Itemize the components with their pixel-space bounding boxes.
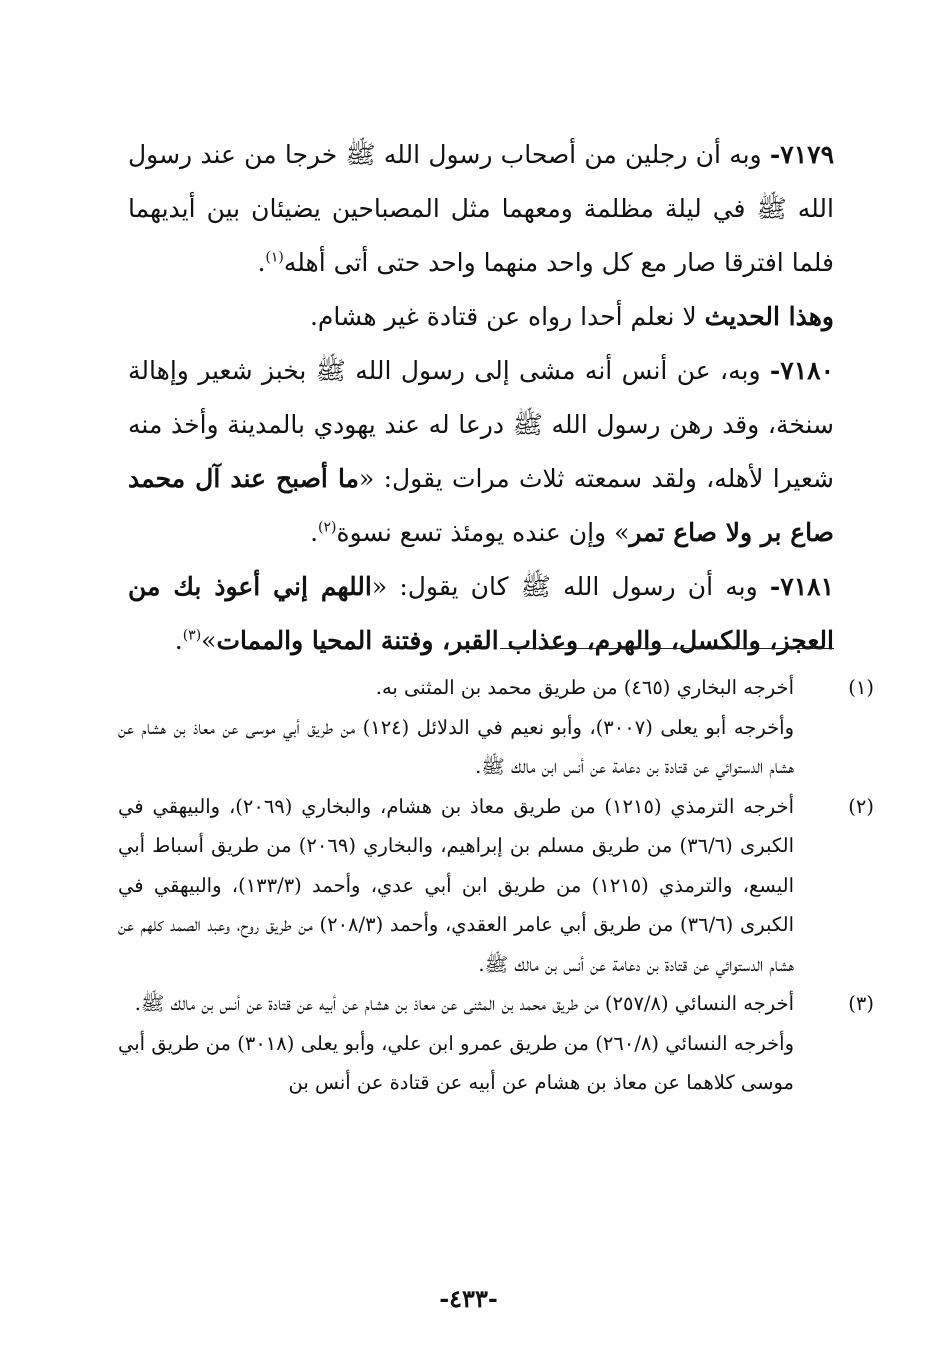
footnote-key: (٣) xyxy=(848,992,874,1015)
footnote-ref-1[interactable]: (١) xyxy=(265,249,284,266)
footnote-3 xyxy=(118,984,874,1024)
hadith-after-quote: » وإن عنده يومئذ تسع نسوة xyxy=(336,518,630,547)
hadith-quote: اللهم إني أعوذ بك من العجز، والكسل، والهرم، وعذاب القبر، وفتنة المحيا والممات xyxy=(128,572,834,655)
footnote-text: وأخرجه أبو يعلى (٣٠٠٧)، وأبو نعيم في الدلائل (١٢٤) من طريق أبي موسى عن معاذ بن هشام عن هشام الدستوائي عن قتادة بن دعامة عن أنس ابن مالك ﷺ. xyxy=(118,715,794,778)
hadith-text: وبه أن رجلين من أصحاب رسول الله ﷺ خرجا من عند رسول الله ﷺ في ليلة مظلمة ومعهما مثل المصباحين يضيئان بين أيديهما فلما افترقا صار مع كل واحد منهما واحد حتى أتى أهله xyxy=(128,140,834,277)
hadith-number: ٧١٨١- xyxy=(769,572,834,601)
hadith-end: . xyxy=(174,626,183,655)
remark-text: لا نعلم أحدا رواه عن قتادة غير هشام. xyxy=(309,302,697,331)
hadith-7181 xyxy=(128,560,834,668)
hadith-after-quote: » xyxy=(201,626,217,655)
hadith-number: ٧١٨٠- xyxy=(769,356,834,385)
footnote-text: أخرجه البخاري (٤٦٥) من طريق محمد بن المثنى به. xyxy=(375,676,794,699)
hadith-end: . xyxy=(310,518,319,547)
remark-lead: وهذا الحديث xyxy=(704,302,834,331)
footnote-ref-3[interactable]: (٣) xyxy=(182,627,202,644)
footnote-text: أخرجه الترمذي (١٢١٥) من طريق معاذ بن هشام، والبخاري (٢٠٦٩)، والبيهقي في الكبرى (٣٦/٦) من طريق مسلم بن إبراهيم، والبخاري (٢٠٦٩) من طريق أسباط أبي اليسع، والترمذي (١٢١٥) من طريق ابن أبي عدي، وأحمد (١٣٣/٣)، والبيهقي في الكبرى (٣٦/٦) من طريق أبي عامر العقدي، وأحمد (٢٠٨/٣) من طريق روح، وعبد الصمد كلهم عن هشام الدستوائي عن قتادة بن دعامة عن أنس بن مالك ﷺ. xyxy=(118,794,794,976)
footnotes xyxy=(118,668,874,1103)
hadith-end: . xyxy=(257,248,266,277)
remark xyxy=(128,290,834,344)
footnote-1 xyxy=(118,668,874,708)
footnote-3-continued xyxy=(118,1024,834,1103)
footnote-key: (٢) xyxy=(848,794,874,818)
footnote-2 xyxy=(118,787,874,985)
footnote-text: أخرجه النسائي (٢٥٧/٨) من طريق محمد بن المثنى عن معاذ بن هشام عن أبيه عن قتادة عن أنس بن مالك ﷺ. xyxy=(134,992,794,1015)
hadith-text: وبه أن رسول الله ﷺ كان يقول: « xyxy=(371,572,758,601)
page-number: -٤٣٣- xyxy=(439,1284,498,1313)
footnote-1-continued xyxy=(118,708,834,787)
footnote-ref-2[interactable]: (٢) xyxy=(318,519,337,536)
hadith-quote: ما أصبح عند آل محمد صاع بر ولا صاع تمر xyxy=(128,464,834,547)
hadith-text: وبه، عن أنس أنه مشى إلى رسول الله ﷺ بخبز شعير وإهالة سنخة، وقد رهن رسول الله ﷺ درعا له عند يهودي بالمدينة وأخذ منه شعيرا لأهله، ولقد سمعته ثلاث مرات يقول: « xyxy=(128,356,834,493)
hadith-7179 xyxy=(128,128,834,290)
main-text xyxy=(128,128,834,668)
footnote-key: (١) xyxy=(848,676,874,699)
hadith-7180 xyxy=(128,344,834,560)
hadith-number: ٧١٧٩- xyxy=(769,140,834,169)
footnote-separator xyxy=(500,648,834,649)
footnote-text: وأخرجه النسائي (٢٦٠/٨) من طريق عمرو ابن علي، وأبو يعلى (٣٠١٨) من طريق أبي موسى كلاهما عن معاذ بن هشام عن أبيه عن قتادة عن أنس بن xyxy=(118,1031,794,1094)
